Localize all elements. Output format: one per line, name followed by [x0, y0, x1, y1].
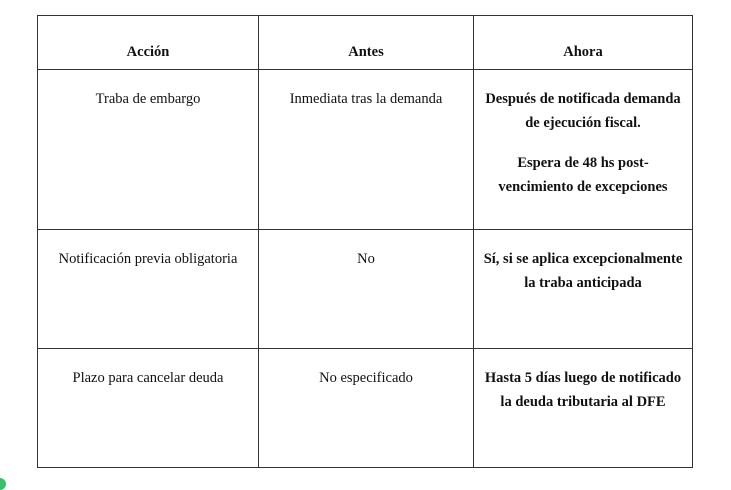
table-row [38, 230, 693, 349]
cell-ahora [474, 70, 693, 230]
cell-ahora-paragraph: Sí, si se aplica excepcionalmente la traba anticipada [483, 251, 683, 291]
cell-ahora-paragraph: Después de notificada demanda de ejecución fiscal. [485, 91, 681, 131]
comparison-table [37, 15, 693, 468]
cell-accion: Notificación previa obligatoria [38, 230, 259, 349]
corner-dot-icon [0, 478, 6, 490]
column-header-ahora: Ahora [474, 16, 693, 70]
cell-ahora-paragraph: Hasta 5 días luego de notificado la deuda tributaria al DFE [484, 370, 682, 410]
cell-ahora [474, 230, 693, 349]
cell-accion: Traba de embargo [38, 70, 259, 230]
cell-ahora [474, 349, 693, 468]
cell-antes: Inmediata tras la demanda [259, 70, 474, 230]
table-row [38, 70, 693, 230]
cell-ahora-paragraph: Espera de 48 hs post-vencimiento de excepciones [498, 155, 668, 195]
column-header-accion: Acción [38, 16, 259, 70]
table-header-row [38, 16, 693, 70]
table-row [38, 349, 693, 468]
cell-antes: No [259, 230, 474, 349]
column-header-antes: Antes [259, 16, 474, 70]
cell-accion: Plazo para cancelar deuda [38, 349, 259, 468]
cell-antes: No especificado [259, 349, 474, 468]
